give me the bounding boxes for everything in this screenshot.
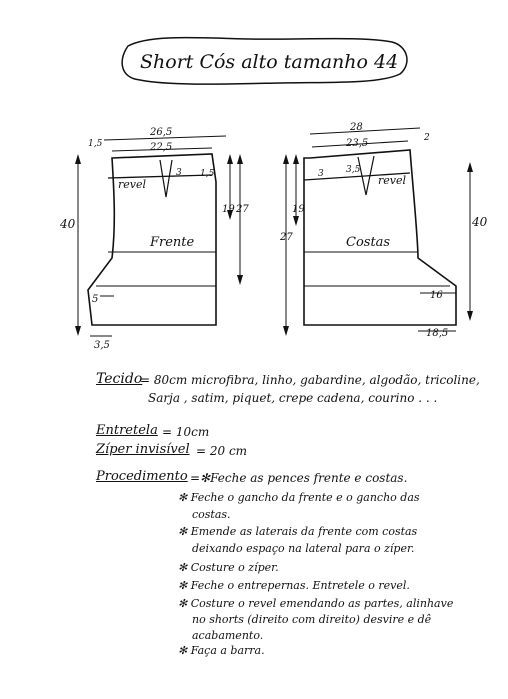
procedure-step: ✻ Emende as laterais da frente com costas <box>178 525 418 538</box>
procedimento-label: Procedimento <box>96 469 188 484</box>
back-dim-hem: 16 <box>430 290 443 301</box>
procedure-step: ✻ Faça a barra. <box>178 644 265 657</box>
ziper-text: = 20 cm <box>196 444 248 458</box>
ziper-label: Zíper invisível <box>96 442 190 457</box>
procedure-step: deixando espaço na lateral para o zíper. <box>192 542 415 555</box>
back-label: Costas <box>346 235 391 250</box>
front-revel-label: revel <box>118 178 147 191</box>
back-dim-corner: 2 <box>424 133 430 143</box>
front-dim-dart: 3 <box>176 168 182 178</box>
front-dim-hem: 5 <box>92 294 99 305</box>
back-dim-top-outer: 28 <box>350 122 363 133</box>
procedure-step: =✻Feche as pences frente e costas. <box>190 471 408 485</box>
procedure-step: ✻ Costure o revel emendando as partes, alinhave <box>178 597 454 610</box>
procedure-step: ✻ Feche o entrepernas. Entretele o revel. <box>178 579 410 592</box>
procedure-step: ✻ Feche o gancho da frente e o gancho das <box>178 491 420 504</box>
front-dim-top-inner: 22,5 <box>150 142 173 153</box>
tecido-text-2: Sarja , satim, piquet, crepe cadena, courino . . . <box>148 391 438 405</box>
front-dim-dart2: 1,5 <box>200 169 215 179</box>
front-dim-top-outer: 26,5 <box>150 127 173 138</box>
tecido-text: = 80cm microfibra, linho, gabardine, algodão, tricoline, <box>140 373 480 387</box>
procedure-step: acabamento. <box>192 629 264 642</box>
procedure-step: ✻ Costure o zíper. <box>178 561 279 574</box>
front-dim-crotch: 3,5 <box>94 340 110 351</box>
entretela-text: = 10cm <box>162 425 210 439</box>
back-dim-top-inner: 23,5 <box>346 138 369 149</box>
front-label: Frente <box>150 235 195 250</box>
front-dim-depth-b: 27 <box>236 204 249 215</box>
front-dim-corner: 1,5 <box>88 139 103 149</box>
entretela-label: Entretela <box>96 423 158 438</box>
back-dim-dart2: 3 <box>318 169 324 179</box>
back-revel-label: revel <box>378 174 407 187</box>
back-dim-depth-b: 27 <box>280 232 293 243</box>
page-title: Short Cós alto tamanho 44 <box>140 51 399 73</box>
tecido-label: Tecido <box>96 371 143 387</box>
back-dim-depth-a: 19 <box>292 204 305 215</box>
back-dim-dart: 3,5 <box>346 165 361 175</box>
procedure-step: costas. <box>192 508 231 521</box>
procedure-step: no shorts (direito com direito) desvire e dê <box>192 613 432 626</box>
back-dim-crotch: 18,5 <box>426 328 449 339</box>
back-dim-side-length: 40 <box>472 215 488 229</box>
front-dim-side-length: 40 <box>60 217 76 231</box>
front-dim-depth-a: 19 <box>222 204 235 215</box>
